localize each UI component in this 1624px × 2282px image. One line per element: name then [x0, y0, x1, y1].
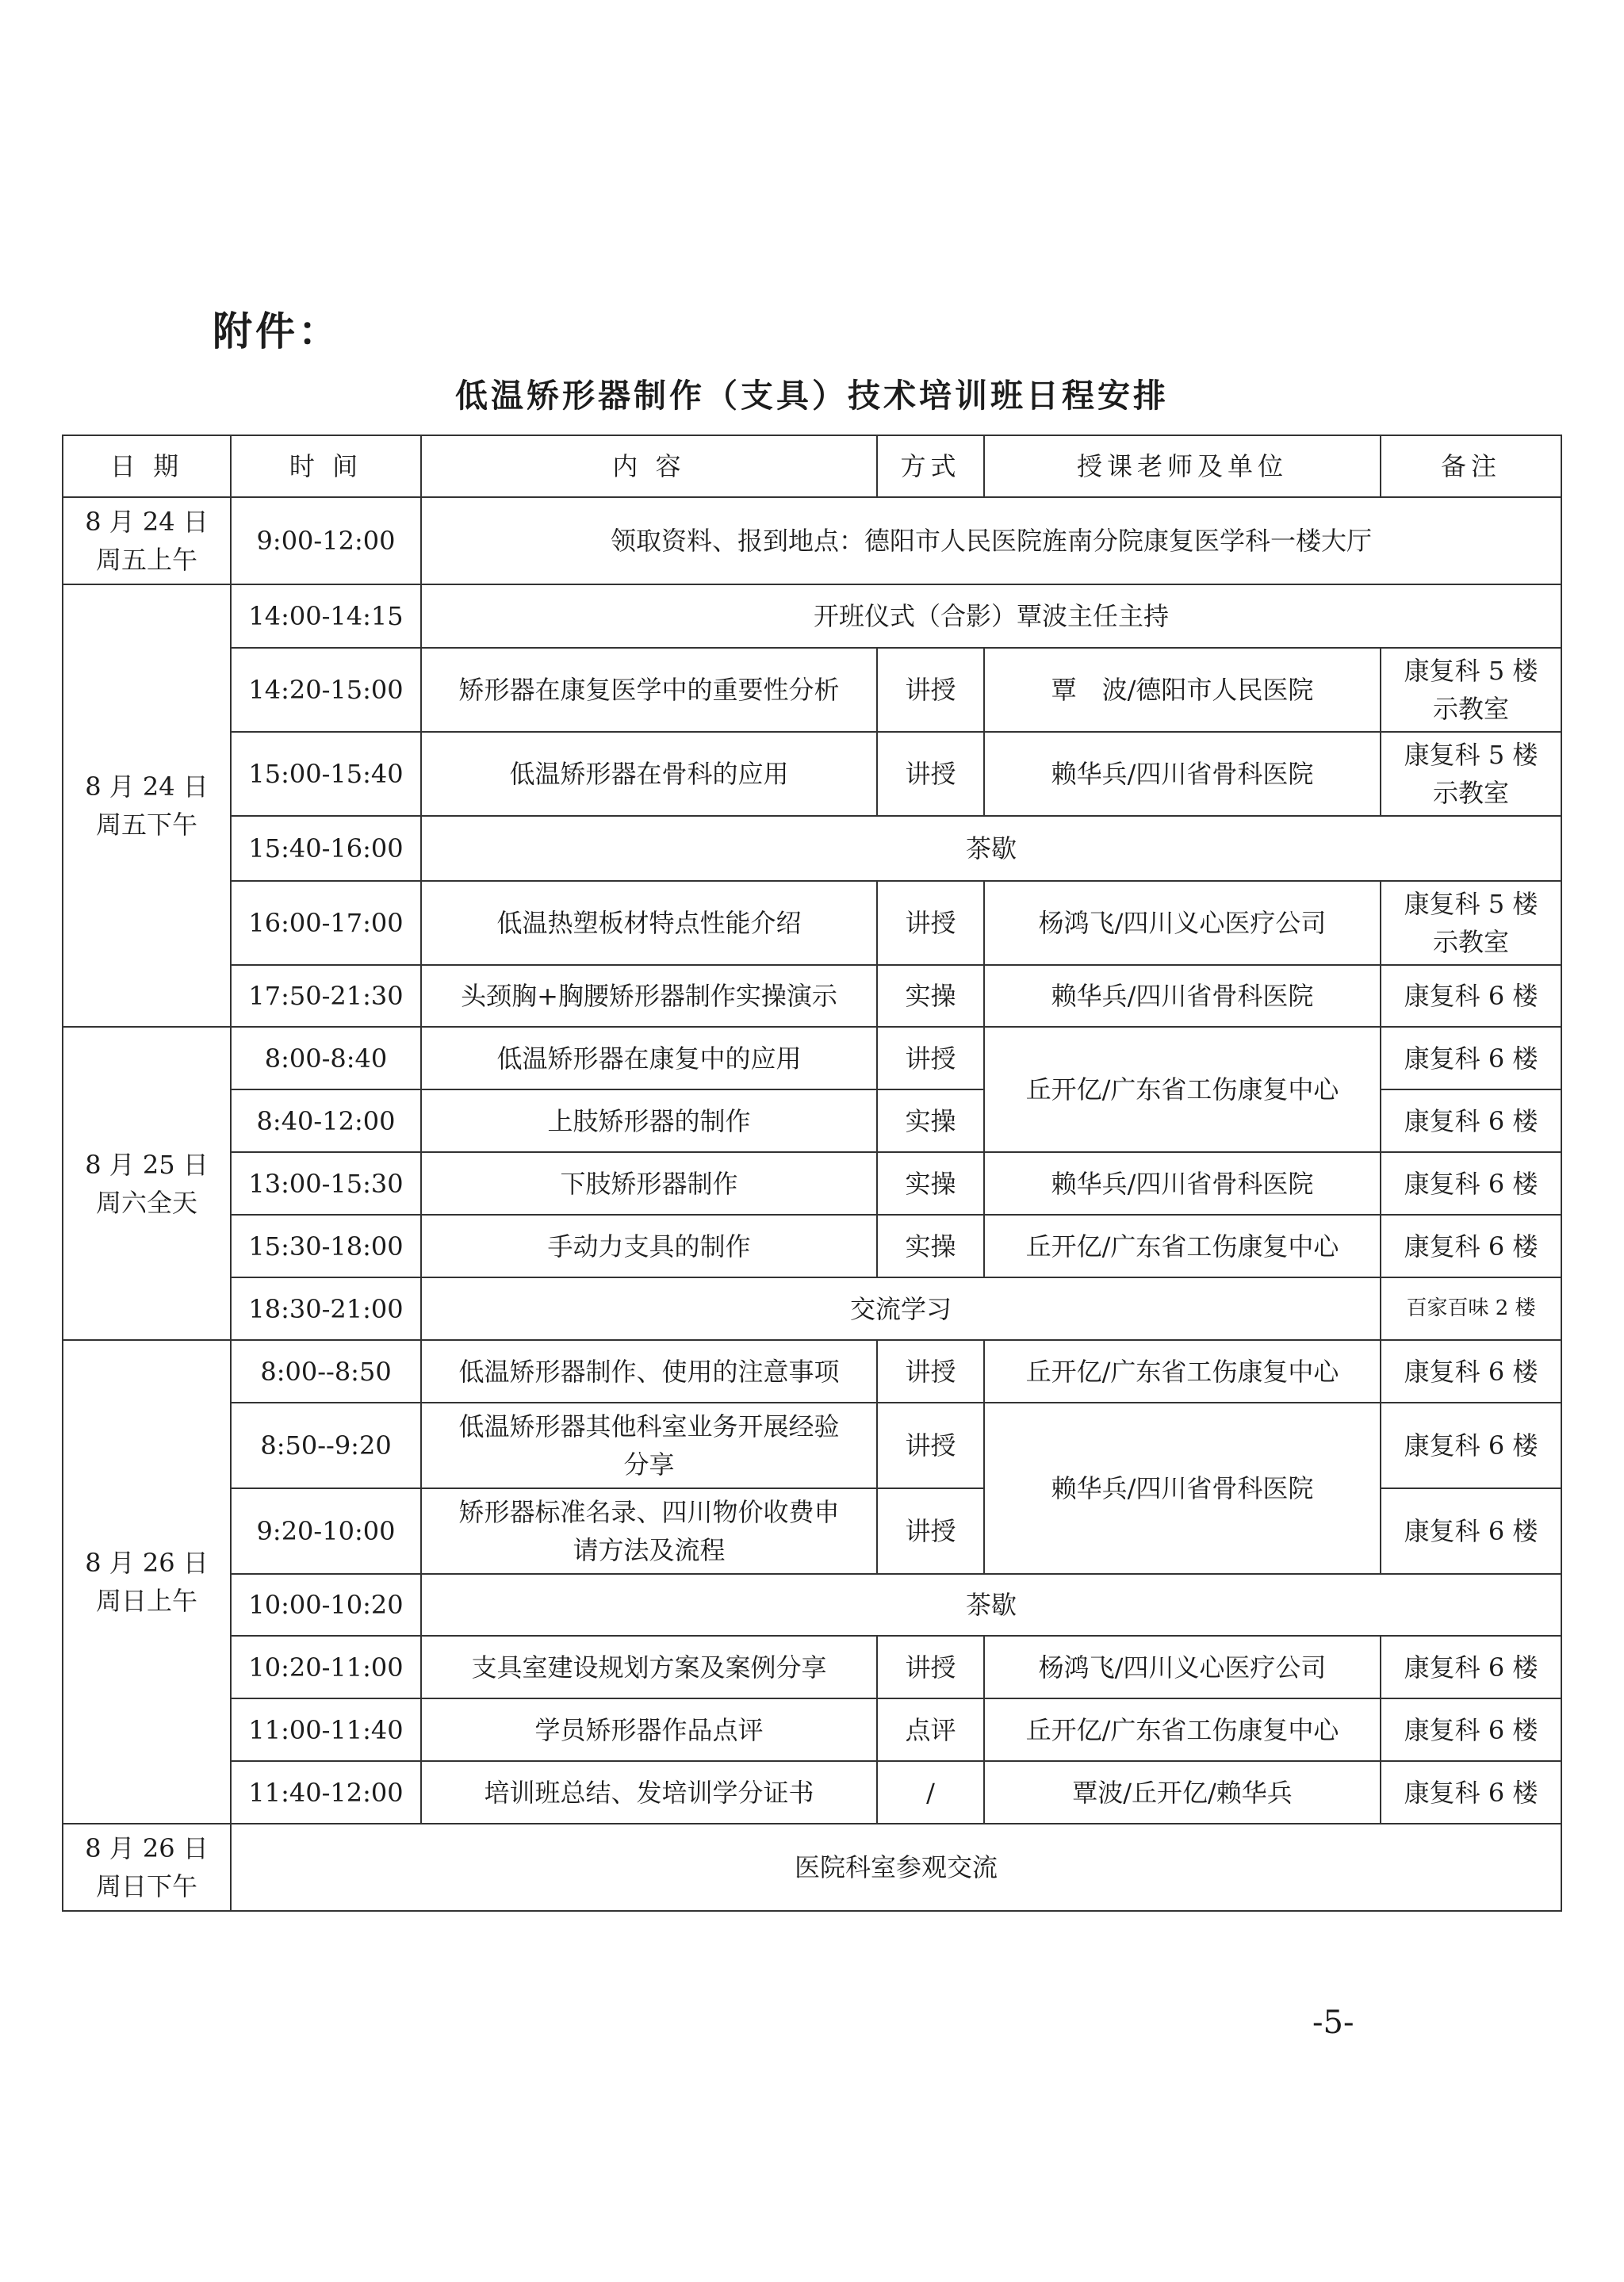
time-cell: 14:00-14:15 — [231, 584, 421, 648]
content-cell: 培训班总结、发培训学分证书 — [421, 1761, 877, 1824]
table-row — [63, 1761, 1561, 1824]
content-cell: 上肢矫形器的制作 — [421, 1089, 877, 1152]
time-cell: 9:20-10:00 — [231, 1488, 421, 1574]
table-row — [63, 1403, 1561, 1488]
table-row — [63, 1277, 1561, 1340]
content-cell: 茶歇 — [421, 1574, 1561, 1636]
column-header-time: 时 间 — [231, 435, 421, 497]
date-cell — [63, 584, 231, 1027]
table-row — [63, 1824, 1561, 1911]
teacher-cell: 赖华兵/四川省骨科医院 — [984, 965, 1381, 1027]
note-cell: 康复科 6 楼 — [1381, 1089, 1561, 1152]
note-cell: 康复科 6 楼 — [1381, 1215, 1561, 1277]
note-cell: 康复科 6 楼 — [1381, 965, 1561, 1027]
time-cell: 8:40-12:00 — [231, 1089, 421, 1152]
time-cell: 15:30-18:00 — [231, 1215, 421, 1277]
page-number: -5- — [1312, 2004, 1354, 2041]
content-cell: 开班仪式（合影）覃波主任主持 — [421, 584, 1561, 648]
method-cell: 实操 — [877, 1089, 984, 1152]
table-row — [63, 648, 1561, 732]
content-cell: 矫形器在康复医学中的重要性分析 — [421, 648, 877, 732]
note-cell: 康复科 6 楼 — [1381, 1698, 1561, 1761]
teacher-cell: 丘开亿/广东省工伤康复中心 — [984, 1698, 1381, 1761]
date-line: 8 月 25 日 — [85, 1149, 209, 1180]
note-cell — [1381, 732, 1561, 816]
content-line: 低温矫形器其他科室业务开展经验 — [458, 1411, 840, 1442]
content-cell: 头颈胸+胸腰矫形器制作实操演示 — [421, 965, 877, 1027]
method-cell: 讲授 — [877, 1340, 984, 1403]
content-cell: 交流学习 — [421, 1277, 1381, 1340]
time-cell: 16:00-17:00 — [231, 881, 421, 965]
content-line: 请方法及流程 — [573, 1535, 726, 1565]
time-cell: 14:20-15:00 — [231, 648, 421, 732]
time-cell: 8:00-8:40 — [231, 1027, 421, 1089]
content-cell: 学员矫形器作品点评 — [421, 1698, 877, 1761]
time-cell: 8:00--8:50 — [231, 1340, 421, 1403]
table-row — [63, 497, 1561, 584]
schedule-table — [62, 435, 1562, 1912]
time-cell: 18:30-21:00 — [231, 1277, 421, 1340]
note-line: 康复科 5 楼 — [1404, 656, 1538, 686]
note-cell: 康复科 6 楼 — [1381, 1152, 1561, 1215]
time-cell: 13:00-15:30 — [231, 1152, 421, 1215]
time-cell: 11:00-11:40 — [231, 1698, 421, 1761]
content-cell: 支具室建设规划方案及案例分享 — [421, 1636, 877, 1698]
content-cell: 低温热塑板材特点性能介绍 — [421, 881, 877, 965]
note-cell — [1381, 648, 1561, 732]
table-row — [63, 1215, 1561, 1277]
content-cell: 低温矫形器在骨科的应用 — [421, 732, 877, 816]
content-cell — [421, 1403, 877, 1488]
content-cell: 茶歇 — [421, 816, 1561, 881]
content-cell — [421, 1488, 877, 1574]
date-cell — [63, 1340, 231, 1824]
content-cell: 医院科室参观交流 — [231, 1824, 1561, 1911]
note-cell: 康复科 6 楼 — [1381, 1488, 1561, 1574]
note-line: 示教室 — [1432, 927, 1509, 957]
note-cell — [1381, 881, 1561, 965]
note-line: 康复科 5 楼 — [1404, 740, 1538, 770]
method-cell: 实操 — [877, 1152, 984, 1215]
time-cell: 11:40-12:00 — [231, 1761, 421, 1824]
teacher-cell: 赖华兵/四川省骨科医院 — [984, 732, 1381, 816]
method-cell: 讲授 — [877, 732, 984, 816]
teacher-cell: 丘开亿/广东省工伤康复中心 — [984, 1340, 1381, 1403]
note-cell: 康复科 6 楼 — [1381, 1636, 1561, 1698]
document-title: 低温矫形器制作（支具）技术培训班日程安排 — [455, 377, 1169, 415]
note-line: 示教室 — [1432, 778, 1509, 808]
date-line: 周日上午 — [95, 1586, 197, 1616]
column-header-date: 日 期 — [63, 435, 231, 497]
content-line: 分享 — [623, 1449, 675, 1480]
method-cell: 讲授 — [877, 1027, 984, 1089]
method-cell: 实操 — [877, 1215, 984, 1277]
teacher-cell: 杨鸿飞/四川义心医疗公司 — [984, 1636, 1381, 1698]
note-cell: 康复科 6 楼 — [1381, 1340, 1561, 1403]
date-line: 8 月 26 日 — [85, 1548, 209, 1578]
teacher-cell: 丘开亿/广东省工伤康复中心 — [984, 1215, 1381, 1277]
content-cell: 下肢矫形器制作 — [421, 1152, 877, 1215]
date-line: 周日下午 — [95, 1871, 197, 1901]
column-header-method: 方式 — [877, 435, 984, 497]
date-cell — [63, 1027, 231, 1340]
time-cell: 10:00-10:20 — [231, 1574, 421, 1636]
time-cell: 9:00-12:00 — [231, 497, 421, 584]
table-row — [63, 732, 1561, 816]
teacher-cell: 丘开亿/广东省工伤康复中心 — [984, 1027, 1381, 1152]
teacher-cell: 杨鸿飞/四川义心医疗公司 — [984, 881, 1381, 965]
table-row — [63, 1027, 1561, 1089]
method-cell: 讲授 — [877, 881, 984, 965]
column-header-teacher: 授课老师及单位 — [984, 435, 1381, 497]
content-cell: 手动力支具的制作 — [421, 1215, 877, 1277]
table-row — [63, 1574, 1561, 1636]
method-cell: 实操 — [877, 965, 984, 1027]
teacher-cell: 赖华兵/四川省骨科医院 — [984, 1152, 1381, 1215]
date-line: 8 月 24 日 — [85, 507, 209, 537]
table-row — [63, 1152, 1561, 1215]
table-header-row — [63, 435, 1561, 497]
table-row — [63, 881, 1561, 965]
note-cell: 康复科 6 楼 — [1381, 1027, 1561, 1089]
table-row — [63, 1340, 1561, 1403]
content-cell: 低温矫形器制作、使用的注意事项 — [421, 1340, 877, 1403]
method-cell: 讲授 — [877, 1403, 984, 1488]
time-cell: 15:00-15:40 — [231, 732, 421, 816]
table-row — [63, 965, 1561, 1027]
table-row — [63, 584, 1561, 648]
teacher-cell: 赖华兵/四川省骨科医院 — [984, 1403, 1381, 1574]
note-cell: 康复科 6 楼 — [1381, 1761, 1561, 1824]
content-line: 矫形器标准名录、四川物价收费申 — [458, 1497, 840, 1527]
table-row — [63, 1698, 1561, 1761]
time-cell: 10:20-11:00 — [231, 1636, 421, 1698]
method-cell: 点评 — [877, 1698, 984, 1761]
column-header-note: 备注 — [1381, 435, 1561, 497]
column-header-content: 内 容 — [421, 435, 877, 497]
note-line: 康复科 5 楼 — [1404, 889, 1538, 919]
note-line: 示教室 — [1432, 694, 1509, 724]
note-cell: 百家百味 2 楼 — [1381, 1277, 1561, 1340]
teacher-cell: 覃波/丘开亿/赖华兵 — [984, 1761, 1381, 1824]
method-cell: / — [877, 1761, 984, 1824]
date-cell — [63, 497, 231, 584]
note-cell: 康复科 6 楼 — [1381, 1403, 1561, 1488]
attachment-label: 附件： — [213, 308, 341, 354]
table-row — [63, 816, 1561, 881]
date-line: 周五下午 — [95, 810, 197, 840]
time-cell: 15:40-16:00 — [231, 816, 421, 881]
method-cell: 讲授 — [877, 1488, 984, 1574]
date-line: 8 月 24 日 — [85, 772, 209, 802]
date-line: 周五上午 — [95, 545, 197, 575]
method-cell: 讲授 — [877, 1636, 984, 1698]
time-cell: 8:50--9:20 — [231, 1403, 421, 1488]
table-row — [63, 1636, 1561, 1698]
date-cell — [63, 1824, 231, 1911]
date-line: 8 月 26 日 — [85, 1833, 209, 1863]
method-cell: 讲授 — [877, 648, 984, 732]
time-cell: 17:50-21:30 — [231, 965, 421, 1027]
content-cell: 低温矫形器在康复中的应用 — [421, 1027, 877, 1089]
date-line: 周六全天 — [95, 1187, 197, 1218]
teacher-cell: 覃 波/德阳市人民医院 — [984, 648, 1381, 732]
content-cell: 领取资料、报到地点：德阳市人民医院旌南分院康复医学科一楼大厅 — [421, 497, 1561, 584]
